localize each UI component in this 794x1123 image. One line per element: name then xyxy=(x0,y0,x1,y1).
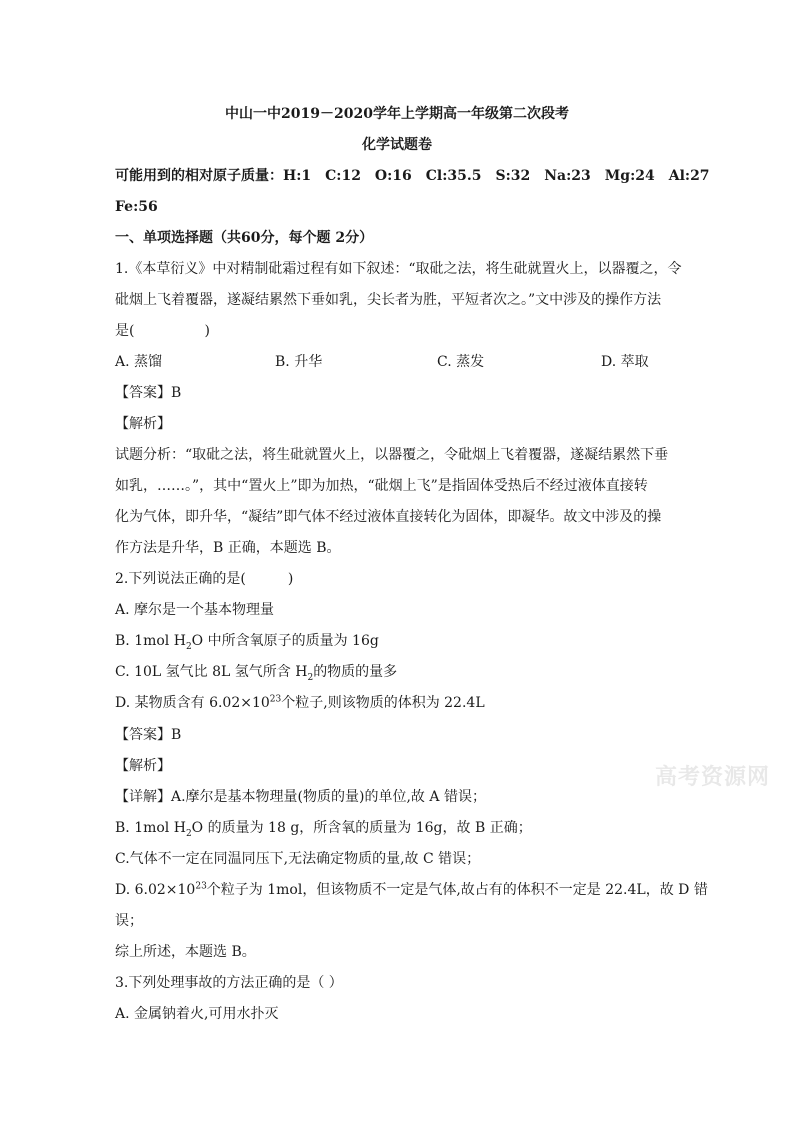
q1-option-a: A. 蒸馏 xyxy=(115,354,163,370)
q1-analysis-line-3: 化为气体，即升华，“凝结”即气体不经过液体直接转化为固体，即凝华。故文中涉及的操 xyxy=(115,509,662,525)
q2-option-b: B. 1mol $H_2O$ 中所含氧原子的质量为 16g xyxy=(115,633,379,652)
q1-answer: 【答案】B xyxy=(115,385,182,401)
q2-answer: 【答案】B xyxy=(115,727,182,743)
q2-option-c: C. 10L 氢气比 8L 氢气所含 $H_2$的物质的量多 xyxy=(115,664,398,683)
q2-detail-2: B. 1mol $H_2O$ 的质量为 18 g，所含氧的质量为 16g，故 B 正确； xyxy=(115,820,532,839)
exam-title: 中山一中2019－2020学年上学期高一年级第二次段考 xyxy=(225,106,569,122)
q2-detail-4: D. $6.02\times 10^{23}$个粒子为 1mol，但该物质不一定是气体,故占有的体积不一定是 22.4L，故 D 错 xyxy=(115,881,708,898)
q1-analysis-line-1: 试题分析：“取砒之法，将生砒就置火上，以器覆之，令砒烟上飞着覆器，遂凝结累然下垂 xyxy=(115,447,669,463)
q1-analysis-line-4: 作方法是升华，B 正确，本题选 B。 xyxy=(115,540,341,556)
q1-analysis-label: 【解析】 xyxy=(115,416,171,432)
q1-stem-line-2: 砒烟上飞着覆器，遂凝结累然下垂如乳，尖长者为胜，平短者次之。”文中涉及的操作方法 xyxy=(115,292,662,308)
q2-summary: 综上所述，本题选 B。 xyxy=(115,944,256,960)
q2-option-d: D. 某物质含有 $6.02\times 10^{23}$个粒子,则该物质的体积为 22.4L xyxy=(115,694,485,711)
q1-option-c: C. 蒸发 xyxy=(437,354,485,370)
exam-subtitle: 化学试题卷 xyxy=(362,137,432,153)
q2-stem: 2.下列说法正确的是( ) xyxy=(115,571,294,587)
q1-analysis-line-2: 如乳，……。”，其中“置火上”即为加热，“砒烟上飞”是指固体受热后不经过液体直接转 xyxy=(115,478,648,494)
q1-option-b: B. 升华 xyxy=(275,354,323,370)
q1-stem-line-1: 1.《本草衍义》中对精制砒霜过程有如下叙述：“取砒之法，将生砒就置火上，以器覆之，令 xyxy=(115,261,682,277)
q1-option-d: D. 萃取 xyxy=(601,354,649,370)
atomic-mass-line-1: 可能用到的相对原子质量：H:1 C:12 O:16 Cl:35.5 S:32 Na:23 Mg:24 Al:27 xyxy=(115,168,710,184)
atomic-mass-line-2: Fe:56 xyxy=(115,199,158,215)
q2-analysis-label: 【解析】 xyxy=(115,758,171,774)
q2-detail-4-cont: 误； xyxy=(115,913,143,929)
q1-stem-line-3: 是( ) xyxy=(115,323,210,339)
watermark: 高考资源网 xyxy=(655,765,771,790)
q2-detail-1: 【详解】A.摩尔是基本物理量(物质的量)的单位,故 A 错误； xyxy=(115,789,486,805)
section-heading: 一、单项选择题（共60分，每个题 2分） xyxy=(115,230,374,246)
q3-option-a: A. 金属钠着火,可用水扑灭 xyxy=(115,1006,279,1022)
q2-option-a: A. 摩尔是一个基本物理量 xyxy=(115,602,275,618)
q3-stem: 3.下列处理事故的方法正确的是（ ） xyxy=(115,975,343,991)
q2-detail-3: C.气体不一定在同温同压下,无法确定物质的量,故 C 错误； xyxy=(115,851,481,867)
